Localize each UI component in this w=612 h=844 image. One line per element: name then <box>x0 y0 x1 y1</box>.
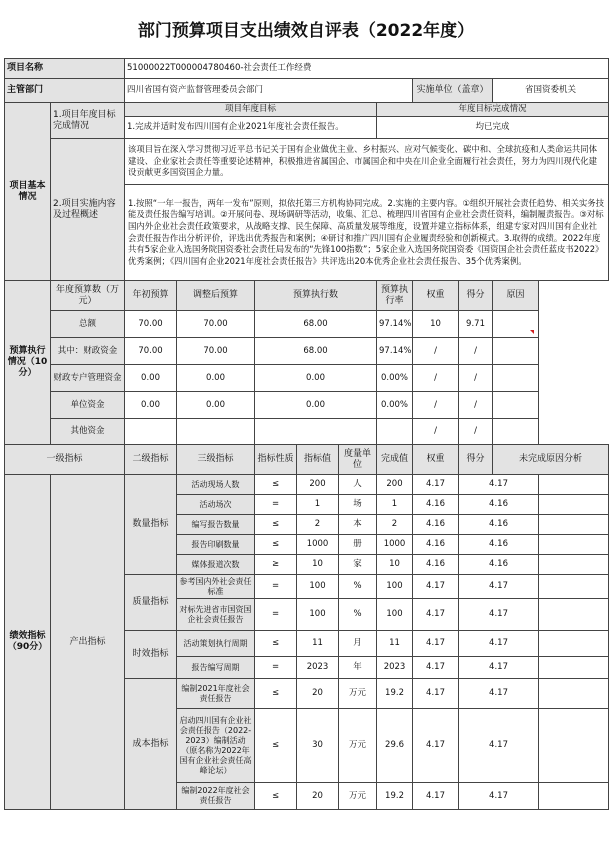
comment-marker-icon <box>530 330 534 334</box>
budget-adjusted <box>177 419 255 445</box>
perf-header: 权重 <box>413 445 459 475</box>
indicator-op: = <box>255 575 297 599</box>
indicator-name: 报告编写周期 <box>177 657 255 679</box>
indicator-name: 活动策划执行周期 <box>177 631 255 657</box>
budget-adjusted: 0.00 <box>177 392 255 419</box>
indicator-name: 媒体报道次数 <box>177 555 255 575</box>
perf-header: 一级指标 <box>5 445 125 475</box>
goal-head: 项目年度目标 <box>125 103 377 117</box>
budget-header: 预算执行数 <box>255 281 377 311</box>
indicator-score: 4.16 <box>459 515 539 535</box>
indicator-score: 4.17 <box>459 575 539 599</box>
indicator-score: 4.17 <box>459 475 539 495</box>
budget-row-name: 财政专户管理资金 <box>51 365 125 392</box>
indicator-group: 质量指标 <box>125 575 177 631</box>
indicator-actual: 11 <box>377 631 413 657</box>
budget-score: / <box>459 419 493 445</box>
budget-reason <box>493 392 539 419</box>
indicator-score: 4.16 <box>459 535 539 555</box>
indicator-op: ≤ <box>255 783 297 810</box>
indicator-reason <box>539 495 609 515</box>
budget-row-name: 总额 <box>51 311 125 338</box>
perf-section-label: 绩效指标（90分） <box>5 475 51 810</box>
indicator-name: 参考国内外社会责任标准 <box>177 575 255 599</box>
indicator-score: 4.16 <box>459 555 539 575</box>
indicator-reason <box>539 631 609 657</box>
impl-unit-label: 实施单位（盖章） <box>413 79 493 103</box>
budget-rate: 97.14% <box>377 338 413 365</box>
indicator-unit: 家 <box>339 555 377 575</box>
indicator-target: 200 <box>297 475 339 495</box>
indicator-actual: 1 <box>377 495 413 515</box>
budget-executed <box>255 419 377 445</box>
impl-paragraph-2: 1.按照“一年一报告，两年一发布”原则，拟依托第三方机构协同完成。2.实施的主要内容。①组织开展社会责任趋势、相关实务技能及责任报告编写培训。②开展问卷、现场调研等活动，收集、汇总、梳理四川省国有企业社会责任资料，编制履责报告。③对标国内外企业社会责任政策要求，从战略支撑、民生保障、高质量发展等维度，设置并建立指标体系，组建专家对四川国有企业社会责任报告作出分析评价，评选出优秀报告和案例；④研讨和推广四川国有企业履责经验和创新模式。3.取得的成绩。2022年度共有5家企业入选国务院国资委社会责任局发布的“先锋100指数”；5家企业入选国务院国资委《国资国企社会责任蓝皮书2022》优秀案例；《四川国有企业2021年度社会责任报告》共评选出20本优秀企业社会责任报告、35个优秀案例。 <box>125 185 609 281</box>
indicator-unit: % <box>339 599 377 631</box>
indicator-target: 11 <box>297 631 339 657</box>
indicator-reason <box>539 599 609 631</box>
indicator-target: 10 <box>297 555 339 575</box>
budget-weight: 10 <box>413 311 459 338</box>
indicator-score: 4.17 <box>459 631 539 657</box>
goal-status: 均已完成 <box>377 117 609 139</box>
indicator-actual: 100 <box>377 599 413 631</box>
budget-rate <box>377 419 413 445</box>
indicator-group: 成本指标 <box>125 679 177 810</box>
budget-executed: 68.00 <box>255 311 377 338</box>
indicator-reason <box>539 575 609 599</box>
indicator-group: 数量指标 <box>125 475 177 575</box>
indicator-unit: 年 <box>339 657 377 679</box>
perf-header: 指标值 <box>297 445 339 475</box>
indicator-name: 编制2022年度社会责任报告 <box>177 783 255 810</box>
indicator-op: = <box>255 657 297 679</box>
project-name-label: 项目名称 <box>5 59 125 79</box>
indicator-reason <box>539 783 609 810</box>
dept-value: 四川省国有资产监督管理委员会部门 <box>125 79 413 103</box>
budget-executed: 68.00 <box>255 338 377 365</box>
indicator-score: 4.17 <box>459 599 539 631</box>
budget-header: 年度预算数（万元） <box>51 281 125 311</box>
indicator-reason <box>539 679 609 709</box>
perf-header: 完成值 <box>377 445 413 475</box>
budget-adjusted: 0.00 <box>177 365 255 392</box>
indicator-weight: 4.17 <box>413 783 459 810</box>
indicator-op: ≤ <box>255 515 297 535</box>
budget-score: 9.71 <box>459 311 493 338</box>
budget-initial: 70.00 <box>125 338 177 365</box>
indicator-unit: 万元 <box>339 783 377 810</box>
goal-label: 1.项目年度目标完成情况 <box>51 103 125 139</box>
indicator-op: ≤ <box>255 535 297 555</box>
indicator-unit: % <box>339 575 377 599</box>
indicator-target: 100 <box>297 575 339 599</box>
indicator-reason <box>539 535 609 555</box>
indicator-unit: 月 <box>339 631 377 657</box>
indicator-score: 4.17 <box>459 709 539 783</box>
indicator-name: 编制2021年度社会责任报告 <box>177 679 255 709</box>
indicator-weight: 4.16 <box>413 495 459 515</box>
indicator-actual: 10 <box>377 555 413 575</box>
indicator-actual: 100 <box>377 575 413 599</box>
indicator-weight: 4.17 <box>413 631 459 657</box>
indicator-name: 报告印刷数量 <box>177 535 255 555</box>
indicator-target: 30 <box>297 709 339 783</box>
budget-initial: 0.00 <box>125 365 177 392</box>
impl-paragraph-1: 该项目旨在深入学习贯彻习近平总书记关于国有企业做优主业、乡村振兴、应对气候变化、碳中和、全球抗疫和人类命运共同体建设、企业家社会责任等重要论述精神，积极推进省属国企、市属国企和中央在川企业全面履行社会责任，努力为四川现代化建设贡献更多国资国企力量。 <box>125 139 609 185</box>
project-name-value: 51000022T000004780460-社会责任工作经费 <box>125 59 609 79</box>
indicator-weight: 4.17 <box>413 599 459 631</box>
budget-reason <box>493 338 539 365</box>
budget-initial: 70.00 <box>125 311 177 338</box>
budget-weight: / <box>413 419 459 445</box>
indicator-weight: 4.16 <box>413 555 459 575</box>
indicator-op: ≤ <box>255 679 297 709</box>
budget-header: 权重 <box>413 281 459 311</box>
indicator-op: ≤ <box>255 475 297 495</box>
indicator-name: 活动现场人数 <box>177 475 255 495</box>
goal-status-head: 年度目标完成情况 <box>377 103 609 117</box>
indicator-weight: 4.16 <box>413 535 459 555</box>
indicator-reason <box>539 657 609 679</box>
indicator-weight: 4.17 <box>413 709 459 783</box>
budget-initial <box>125 419 177 445</box>
indicator-target: 100 <box>297 599 339 631</box>
budget-section-label: 预算执行情况（10分） <box>5 281 51 445</box>
indicator-unit: 万元 <box>339 679 377 709</box>
budget-score: / <box>459 365 493 392</box>
indicator-actual: 1000 <box>377 535 413 555</box>
indicator-score: 4.16 <box>459 495 539 515</box>
budget-score: / <box>459 338 493 365</box>
indicator-target: 1 <box>297 495 339 515</box>
indicator-reason <box>539 709 609 783</box>
indicator-op: = <box>255 599 297 631</box>
indicator-actual: 19.2 <box>377 783 413 810</box>
indicator-target: 20 <box>297 783 339 810</box>
perf-header: 度量单位 <box>339 445 377 475</box>
indicator-actual: 200 <box>377 475 413 495</box>
impl-label: 2.项目实施内容及过程概述 <box>51 139 125 281</box>
budget-adjusted: 70.00 <box>177 311 255 338</box>
indicator-op: ≤ <box>255 709 297 783</box>
indicator-weight: 4.16 <box>413 515 459 535</box>
indicator-score: 4.17 <box>459 783 539 810</box>
perf-header: 二级指标 <box>125 445 177 475</box>
indicator-unit: 人 <box>339 475 377 495</box>
indicator-weight: 4.17 <box>413 679 459 709</box>
indicator-unit: 场 <box>339 495 377 515</box>
budget-header: 预算执行率 <box>377 281 413 311</box>
perf-header: 未完成原因分析 <box>493 445 609 475</box>
indicator-actual: 2023 <box>377 657 413 679</box>
indicator-weight: 4.17 <box>413 575 459 599</box>
budget-reason <box>493 365 539 392</box>
budget-rate: 0.00% <box>377 365 413 392</box>
budget-weight: / <box>413 338 459 365</box>
budget-initial: 0.00 <box>125 392 177 419</box>
basic-info-label: 项目基本情况 <box>5 103 51 281</box>
indicator-actual: 2 <box>377 515 413 535</box>
budget-weight: / <box>413 392 459 419</box>
indicator-unit: 本 <box>339 515 377 535</box>
indicator-target: 20 <box>297 679 339 709</box>
budget-header: 调整后预算 <box>177 281 255 311</box>
budget-weight: / <box>413 365 459 392</box>
indicator-weight: 4.17 <box>413 657 459 679</box>
indicator-op: = <box>255 495 297 515</box>
indicator-target: 2 <box>297 515 339 535</box>
indicator-target: 2023 <box>297 657 339 679</box>
indicator-reason <box>539 515 609 535</box>
indicator-op: ≤ <box>255 631 297 657</box>
page-title: 部门预算项目支出绩效自评表（2022年度） <box>137 21 475 41</box>
budget-executed: 0.00 <box>255 365 377 392</box>
budget-header: 年初预算 <box>125 281 177 311</box>
dept-label: 主管部门 <box>5 79 125 103</box>
perf-header: 三级指标 <box>177 445 255 475</box>
indicator-name: 活动场次 <box>177 495 255 515</box>
perf-header: 得分 <box>459 445 493 475</box>
budget-adjusted: 70.00 <box>177 338 255 365</box>
indicator-score: 4.17 <box>459 657 539 679</box>
indicator-op: ≥ <box>255 555 297 575</box>
budget-rate: 0.00% <box>377 392 413 419</box>
budget-header: 原因 <box>493 281 539 311</box>
indicator-weight: 4.17 <box>413 475 459 495</box>
evaluation-table <box>4 58 609 810</box>
budget-row-name: 其中：财政资金 <box>51 338 125 365</box>
budget-rate: 97.14% <box>377 311 413 338</box>
budget-header: 得分 <box>459 281 493 311</box>
indicator-unit: 册 <box>339 535 377 555</box>
indicator-score: 4.17 <box>459 679 539 709</box>
output-indicator-label: 产出指标 <box>51 475 125 810</box>
budget-row-name: 其他资金 <box>51 419 125 445</box>
budget-reason <box>493 419 539 445</box>
budget-score: / <box>459 392 493 419</box>
perf-header: 指标性质 <box>255 445 297 475</box>
indicator-actual: 29.6 <box>377 709 413 783</box>
indicator-name: 启动四川国有企业社会责任报告（2022-2023）编制活动（原名称为2022年国有企业社会责任高峰论坛） <box>177 709 255 783</box>
indicator-reason <box>539 475 609 495</box>
indicator-actual: 19.2 <box>377 679 413 709</box>
impl-unit-value: 省国资委机关 <box>493 79 609 103</box>
indicator-unit: 万元 <box>339 709 377 783</box>
indicator-reason <box>539 555 609 575</box>
indicator-group: 时效指标 <box>125 631 177 679</box>
indicator-name: 对标先进省市国资国企社会责任报告 <box>177 599 255 631</box>
indicator-target: 1000 <box>297 535 339 555</box>
budget-row-name: 单位资金 <box>51 392 125 419</box>
goal-text: 1.完成并适时发布四川国有企业2021年度社会责任报告。 <box>125 117 377 139</box>
budget-executed: 0.00 <box>255 392 377 419</box>
indicator-name: 编写报告数量 <box>177 515 255 535</box>
